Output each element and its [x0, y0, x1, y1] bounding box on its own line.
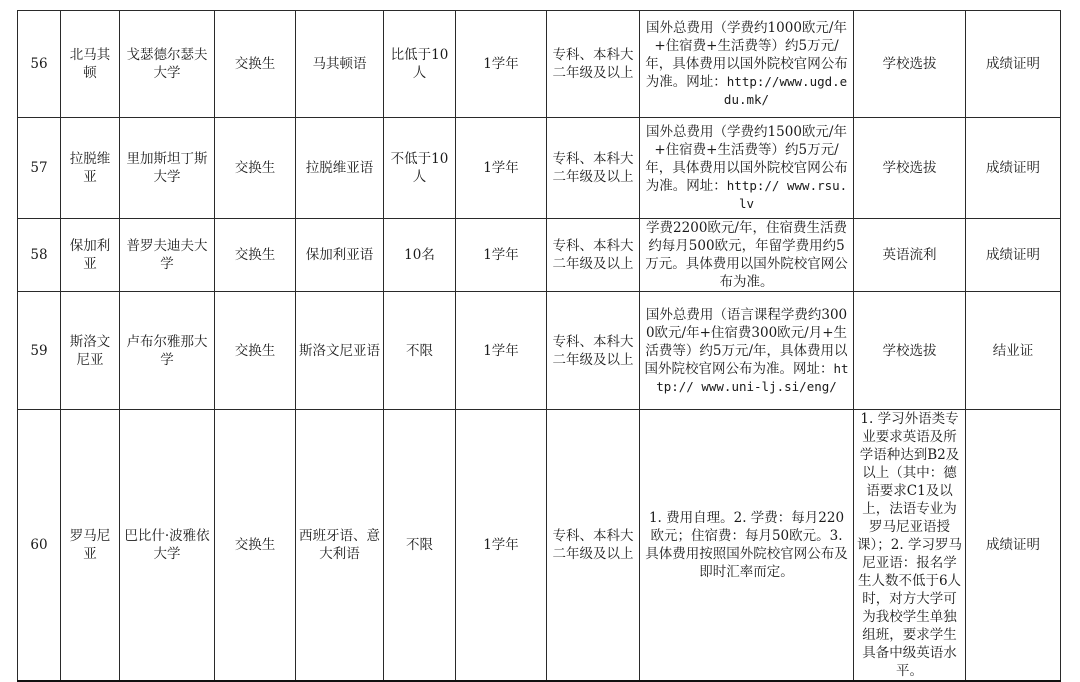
grade-cell: 专科、本科大二年级及以上 — [547, 11, 640, 118]
program-type-cell: 交换生 — [215, 292, 296, 410]
language-cell: 马其顿语 — [296, 11, 384, 118]
language-cell: 保加利亚语 — [296, 219, 384, 292]
table-row — [18, 292, 1061, 410]
credential-cell: 成绩证明 — [966, 410, 1061, 682]
row-number: 57 — [18, 118, 61, 219]
selection-cell: 英语流利 — [854, 219, 966, 292]
duration-cell: 1学年 — [456, 410, 547, 682]
quota-cell: 不限 — [384, 292, 456, 410]
program-table — [17, 10, 1061, 682]
credential-cell: 成绩证明 — [966, 11, 1061, 118]
quota-cell: 不限 — [384, 410, 456, 682]
program-type-cell: 交换生 — [215, 410, 296, 682]
selection-cell: 学校选拔 — [854, 292, 966, 410]
selection-cell: 1. 学习外语类专业要求英语及所学语种达到B2及以上（其中：德语要求C1及以上，法语专业为罗马尼亚语授课）；2. 学习罗马尼亚语：报名学生人数不低于6人时，对方大学可为我校学生单独组班，要求学生具备中级英语水平。 — [854, 410, 966, 682]
program-type-cell: 交换生 — [215, 11, 296, 118]
duration-cell: 1学年 — [456, 292, 547, 410]
quota-cell: 不低于10人 — [384, 118, 456, 219]
fees-url: http://www.ugd.edu.mk/ — [723, 74, 848, 107]
fees-text: 学费2200欧元/年，住宿费生活费约每月500欧元，年留学费用约5万元。具体费用以国外院校官网公布为准。 — [645, 220, 848, 290]
fees-cell — [640, 219, 854, 292]
grade-cell: 专科、本科大二年级及以上 — [547, 219, 640, 292]
row-number: 58 — [18, 219, 61, 292]
country-cell: 北马其顿 — [61, 11, 120, 118]
duration-cell: 1学年 — [456, 219, 547, 292]
row-number: 56 — [18, 11, 61, 118]
university-cell: 里加斯坦丁斯大学 — [120, 118, 215, 219]
country-cell: 拉脱维亚 — [61, 118, 120, 219]
fees-url: http:// www.uni-lj.si/eng/ — [656, 360, 849, 394]
credential-cell: 结业证 — [966, 292, 1061, 410]
university-cell: 戈瑟德尔瑟夫大学 — [120, 11, 215, 118]
row-number: 60 — [18, 410, 61, 682]
fees-cell — [640, 118, 854, 219]
university-cell: 巴比什·波雅依大学 — [120, 410, 215, 682]
country-cell: 保加利亚 — [61, 219, 120, 292]
fees-cell — [640, 292, 854, 410]
table-row — [18, 118, 1061, 219]
quota-cell: 10名 — [384, 219, 456, 292]
row-number: 59 — [18, 292, 61, 410]
table-row — [18, 410, 1061, 682]
university-cell: 普罗夫迪夫大学 — [120, 219, 215, 292]
fees-text: 1. 费用自理。2. 学费：每月220欧元；住宿费：每月50欧元。3. 具体费用按照国外院校官网公布及即时汇率而定。 — [645, 510, 848, 580]
language-cell: 斯洛文尼亚语 — [296, 292, 384, 410]
grade-cell: 专科、本科大二年级及以上 — [547, 118, 640, 219]
language-cell: 西班牙语、意大利语 — [296, 410, 384, 682]
country-cell: 罗马尼亚 — [61, 410, 120, 682]
credential-cell: 成绩证明 — [966, 118, 1061, 219]
fees-text: 国外总费用（语言课程学费约3000欧元/年+住宿费300欧元/月+生活费等）约5万元/年，具体费用以国外院校官网公布为准。网址： — [644, 306, 848, 377]
country-cell: 斯洛文尼亚 — [61, 292, 120, 410]
program-type-cell: 交换生 — [215, 118, 296, 219]
fees-text: 国外总费用（学费约1500欧元/年+住宿费+生活费等）约5万元/年，具体费用以国外院校官网公布为准。网址： — [645, 124, 848, 194]
fees-cell — [640, 410, 854, 682]
program-type-cell: 交换生 — [215, 219, 296, 292]
credential-cell: 成绩证明 — [966, 219, 1061, 292]
university-cell: 卢布尔雅那大学 — [120, 292, 215, 410]
fees-url: http:// www.rsu.lv — [726, 178, 848, 211]
duration-cell: 1学年 — [456, 11, 547, 118]
table-row — [18, 219, 1061, 292]
fees-cell — [640, 11, 854, 118]
fees-text: 国外总费用（学费约1000欧元/年+住宿费+生活费等）约5万元/年，具体费用以国外院校官网公布为准。网址： — [645, 20, 848, 90]
duration-cell: 1学年 — [456, 118, 547, 219]
language-cell: 拉脱维亚语 — [296, 118, 384, 219]
quota-cell: 比低于10人 — [384, 11, 456, 118]
grade-cell: 专科、本科大二年级及以上 — [547, 292, 640, 410]
grade-cell: 专科、本科大二年级及以上 — [547, 410, 640, 682]
table-row — [18, 11, 1061, 118]
selection-cell: 学校选拔 — [854, 118, 966, 219]
selection-cell: 学校选拔 — [854, 11, 966, 118]
